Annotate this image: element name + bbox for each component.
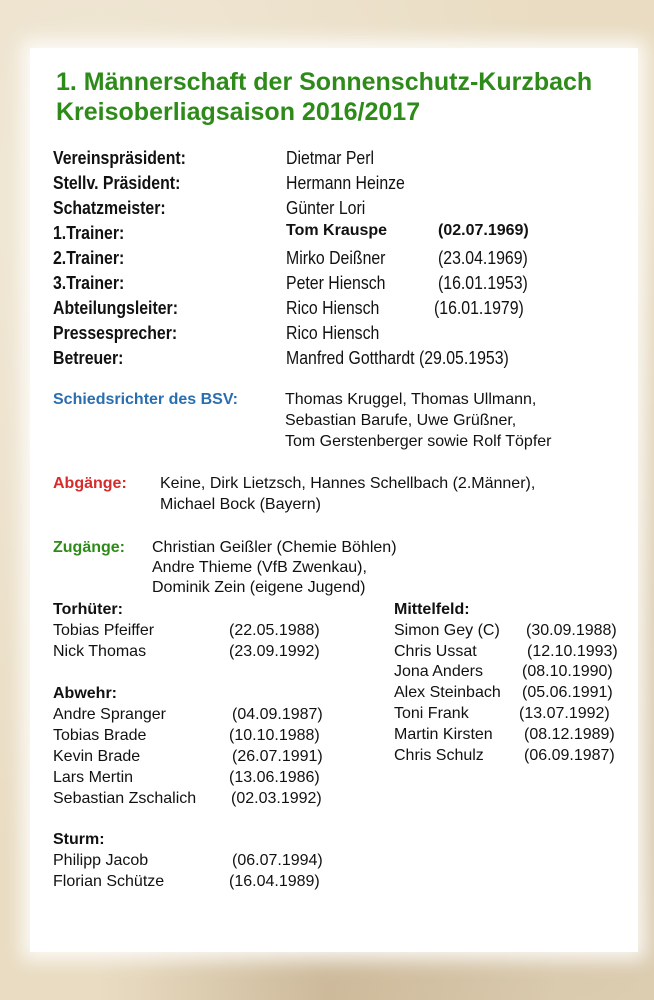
referees-line: Sebastian Barufe, Uwe Grüßner, [285, 412, 517, 429]
player-name: Tobias Pfeiffer [53, 622, 155, 639]
defense-heading: Abwehr: [53, 685, 117, 702]
player-date: (08.10.1990) [522, 663, 613, 680]
staff-label: 3.Trainer: [53, 273, 125, 293]
player-date: (06.09.1987) [524, 747, 615, 764]
player-date: (23.09.1992) [229, 643, 320, 660]
player-name: Nick Thomas [53, 643, 147, 660]
player-name: Andre Spranger [53, 706, 166, 723]
staff-label: Pressesprecher: [53, 323, 178, 343]
player-name: Chris Ussat [394, 643, 477, 660]
staff-name: Rico Hiensch [286, 323, 380, 343]
referees-label: Schiedsrichter des BSV: [53, 391, 238, 408]
page-title-line1: 1. Männerschaft der Sonnenschutz-Kurzbach [56, 68, 593, 96]
player-name: Alex Steinbach [394, 684, 501, 701]
arrivals-line: Dominik Zein (eigene Jugend) [152, 579, 366, 596]
staff-label: Schatzmeister: [53, 198, 166, 218]
player-name: Tobias Brade [53, 727, 147, 744]
staff-date: (23.04.1969) [438, 248, 528, 268]
player-date: (26.07.1991) [232, 748, 323, 765]
player-date: (16.04.1989) [229, 873, 320, 890]
player-date: (13.06.1986) [229, 769, 320, 786]
staff-name: Peter Hiensch [286, 273, 386, 293]
staff-label: 2.Trainer: [53, 248, 125, 268]
staff-name: Rico Hiensch [286, 298, 380, 318]
staff-name: Tom Krauspe [286, 222, 388, 239]
player-date: (02.03.1992) [231, 790, 322, 807]
player-date: (10.10.1988) [229, 727, 320, 744]
staff-name: Manfred Gotthardt (29.05.1953) [286, 348, 509, 368]
player-name: Kevin Brade [53, 748, 141, 765]
player-date: (05.06.1991) [522, 684, 613, 701]
player-date: (30.09.1988) [526, 622, 617, 639]
player-date: (06.07.1994) [232, 852, 323, 869]
arrivals-label: Zugänge: [53, 539, 125, 556]
staff-name: Mirko Deißner [286, 248, 386, 268]
player-name: Philipp Jacob [53, 852, 149, 869]
departures-line: Michael Bock (Bayern) [160, 496, 321, 513]
player-date: (13.07.1992) [519, 705, 610, 722]
departures-label: Abgänge: [53, 475, 127, 492]
player-date: (04.09.1987) [232, 706, 323, 723]
staff-label: Vereinspräsident: [53, 148, 186, 168]
departures-line: Keine, Dirk Lietzsch, Hannes Schellbach (2.Männer), [160, 475, 536, 492]
staff-label: Stellv. Präsident: [53, 173, 181, 193]
midfield-heading: Mittelfeld: [394, 601, 470, 618]
staff-name: Dietmar Perl [286, 148, 375, 168]
arrivals-line: Christian Geißler (Chemie Böhlen) [152, 539, 397, 556]
referees-line: Thomas Kruggel, Thomas Ullmann, [285, 391, 537, 408]
player-name: Chris Schulz [394, 747, 484, 764]
staff-label: Abteilungsleiter: [53, 298, 178, 318]
player-name: Florian Schütze [53, 873, 165, 890]
player-name: Jona Anders [394, 663, 483, 680]
page-title-line2: Kreisoberliagsaison 2016/2017 [56, 98, 421, 126]
staff-label: 1.Trainer: [53, 223, 125, 243]
player-date: (22.05.1988) [229, 622, 320, 639]
player-date: (12.10.1993) [527, 643, 618, 660]
player-name: Sebastian Zschalich [53, 790, 197, 807]
staff-date: (16.01.1953) [438, 273, 528, 293]
referees-line: Tom Gerstenberger sowie Rolf Töpfer [285, 433, 552, 450]
attack-heading: Sturm: [53, 831, 105, 848]
player-name: Martin Kirsten [394, 726, 493, 743]
staff-name: Günter Lori [286, 198, 366, 218]
player-name: Simon Gey (C) [394, 622, 500, 639]
arrivals-line: Andre Thieme (VfB Zwenkau), [152, 559, 367, 576]
player-date: (08.12.1989) [524, 726, 615, 743]
staff-date: (02.07.1969) [438, 222, 529, 239]
staff-date: (16.01.1979) [434, 298, 524, 318]
goalkeepers-heading: Torhüter: [53, 601, 123, 618]
player-name: Toni Frank [394, 705, 469, 722]
staff-label: Betreuer: [53, 348, 124, 368]
staff-name: Hermann Heinze [286, 173, 405, 193]
player-name: Lars Mertin [53, 769, 134, 786]
